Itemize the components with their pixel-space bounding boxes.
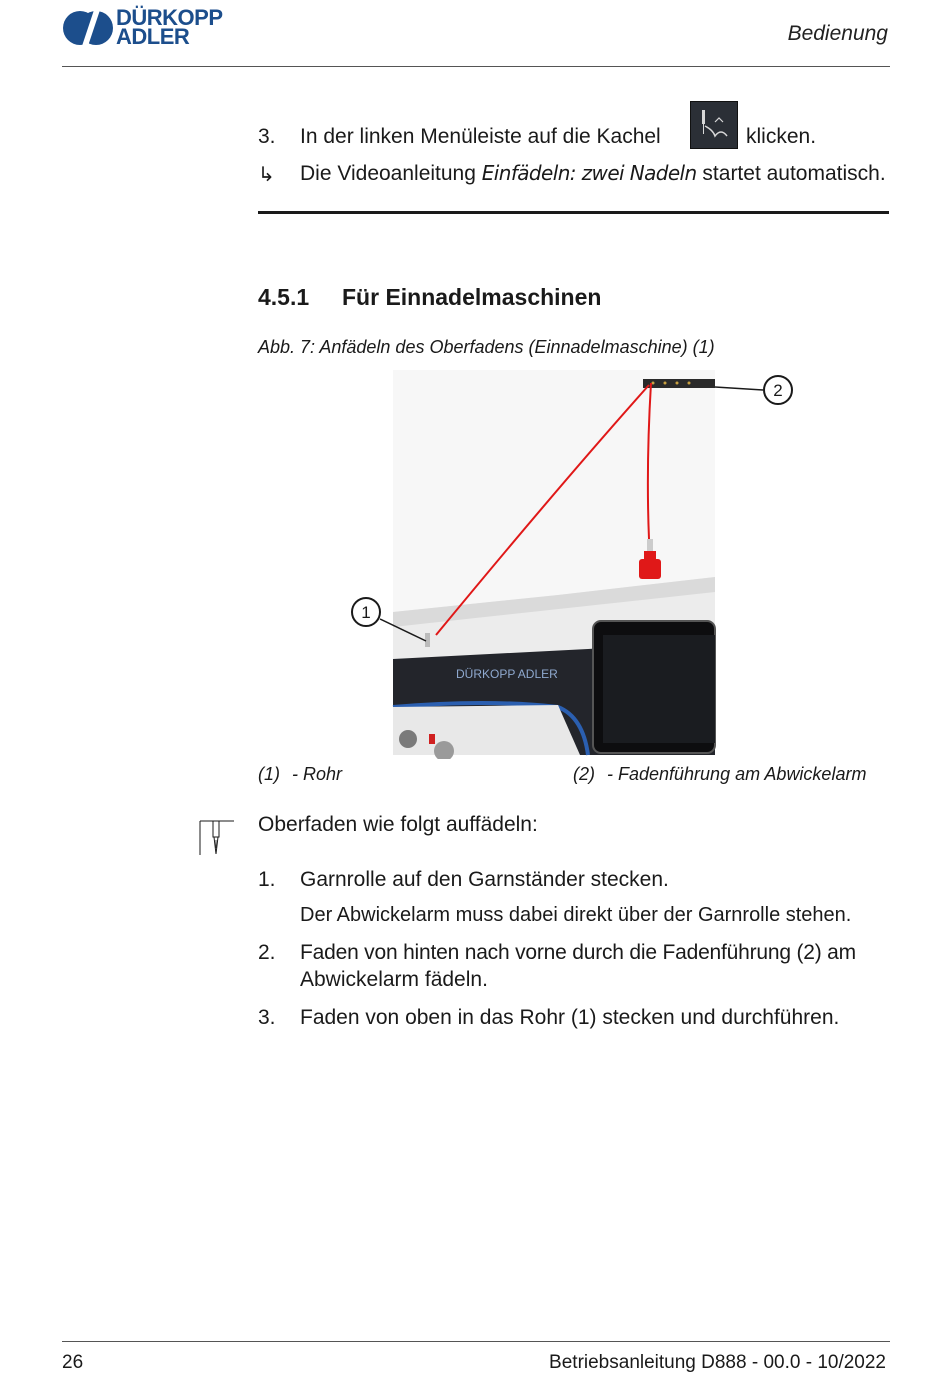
legend-1-text: - Rohr [292,764,343,784]
instructions-intro: Oberfaden wie folgt auffädeln: [258,813,538,836]
footer-divider [62,1341,890,1342]
section-number: 4.5.1 [258,284,310,310]
machine-illustration [258,367,798,759]
callout-2: 2 [773,381,783,400]
instruction-3-number: 3. [258,1006,276,1029]
logo-mark-icon [60,8,114,48]
instruction-2-text-line-1: Faden von hinten nach vorne durch die Fadenführung (2) am [300,941,856,964]
instruction-1-number: 1. [258,868,276,891]
result-text-start: Die Videoanleitung [300,162,482,185]
instruction-1-text: Garnrolle auf den Garnständer stecken. [300,868,669,891]
instruction-3-text: Faden von oben in das Rohr (1) stecken und durchführen. [300,1006,840,1029]
step-text: In der linken Menüleiste auf die Kachel [300,125,661,148]
figure-caption: Abb. 7: Anfädeln des Oberfadens (Einnadelmaschine) (1) [258,337,715,357]
result-text [300,161,886,186]
instruction-1-note: Der Abwickelarm muss dabei direkt über der Garnrolle stehen. [300,904,852,926]
instruction-2-number: 2. [258,941,276,964]
callout-1: 1 [361,603,371,622]
logo-line-2: ADLER [116,24,190,49]
machine-brand-label: DÜRKOPP ADLER [456,667,558,681]
threading-tile-icon [690,101,738,149]
result-arrow-icon: ↳ [258,164,275,186]
header-divider [62,66,890,67]
section-divider [258,211,889,214]
brand-logo [60,5,230,52]
video-title: Einfädeln: zwei Nadeln [481,161,697,185]
step-number: 3. [258,125,276,148]
page-number: 26 [62,1352,84,1373]
chapter-title: Bedienung [787,22,888,45]
legend-1-number: (1) [258,764,280,784]
logo-wordmark [116,5,223,49]
section-title: Für Einnadelmaschinen [342,284,602,310]
document-reference: Betriebsanleitung D888 - 00.0 - 10/2022 [549,1352,886,1373]
legend-2-number: (2) [573,764,595,784]
step-text-after: klicken. [746,125,817,148]
figure-threading-photo [258,367,798,759]
legend-2-text: - Fadenführung am Abwickelarm [607,764,867,784]
logo-line-1: DÜRKOPP [116,5,223,30]
result-text-end: startet automatisch. [696,162,886,185]
instruction-2-text-line-2: Abwickelarm fädeln. [300,968,488,991]
needle-icon [196,818,236,858]
